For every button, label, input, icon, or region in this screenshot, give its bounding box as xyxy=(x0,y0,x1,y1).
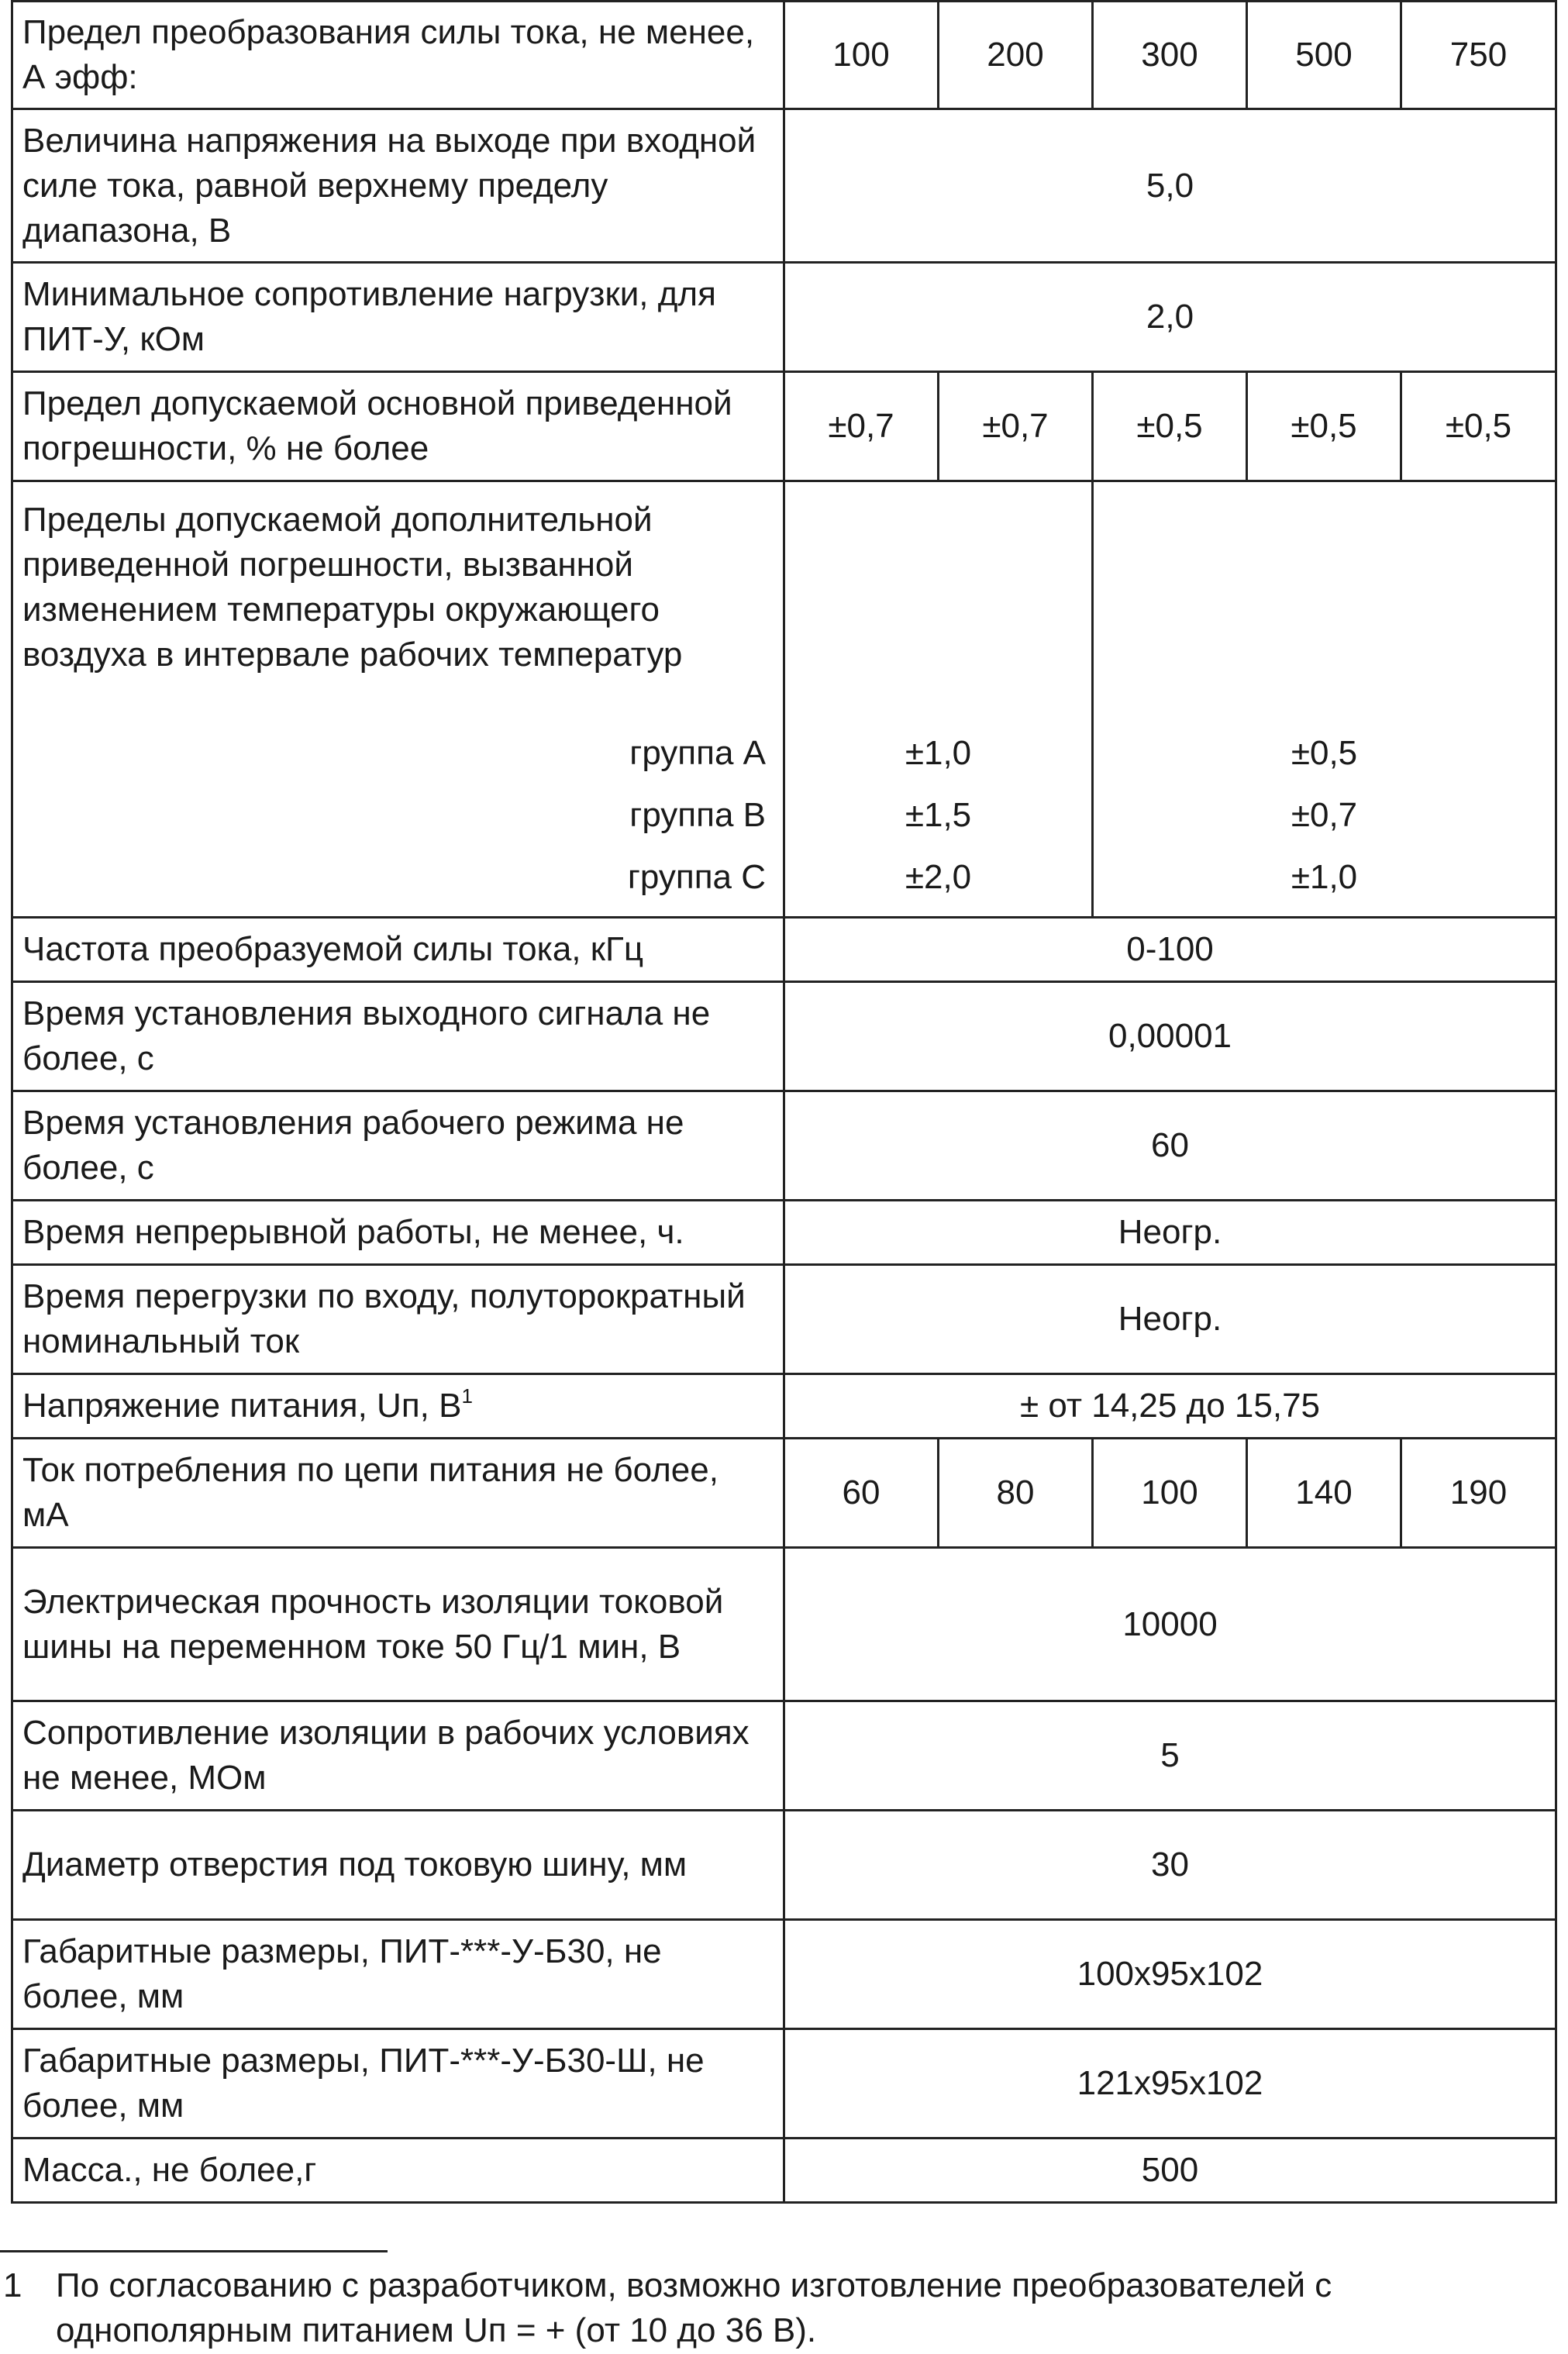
table-row xyxy=(12,1091,1556,1201)
row-label-settling-time: Время установления выходного сигнала не более, с xyxy=(12,982,784,1091)
insulation-resistance-value: 5 xyxy=(784,1701,1556,1811)
output-voltage-value: 5,0 xyxy=(784,109,1556,263)
supply-voltage-label-text: Напряжение питания, Uп, В xyxy=(22,1387,462,1425)
table-row xyxy=(12,481,1556,918)
settling-time-value: 0,00001 xyxy=(784,982,1556,1091)
additional-error-high-range xyxy=(1093,481,1556,918)
supply-current-value: 100 xyxy=(1093,1439,1247,1548)
group-name: группа С xyxy=(627,858,766,896)
row-label-dims-b30: Габаритные размеры, ПИТ-***-У-Б30, не более, мм xyxy=(12,1920,784,2029)
range-value: 500 xyxy=(1247,2,1401,109)
row-label-dims-b30sh: Габаритные размеры, ПИТ-***-У-Б30-Ш, не более, мм xyxy=(12,2029,784,2139)
supply-current-value: 190 xyxy=(1401,1439,1556,1548)
table-row xyxy=(12,2029,1556,2139)
hole-diameter-value: 30 xyxy=(784,1811,1556,1920)
group-name: группа А xyxy=(629,734,766,772)
row-label-continuous-time: Время непрерывной работы, не менее, ч. xyxy=(12,1201,784,1265)
dims-b30sh-value: 121x95x102 xyxy=(784,2029,1556,2139)
group-value: ±2,0 xyxy=(905,858,972,896)
footnote-text: По согласованию с разработчиком, возможно изготовление преобразователей с однополярным питанием Uп = + (от 10 до 36 В). xyxy=(56,2266,1332,2349)
table-row xyxy=(12,372,1556,481)
footnote-divider xyxy=(0,2250,388,2252)
frequency-value: 0-100 xyxy=(784,918,1556,982)
min-load-value: 2,0 xyxy=(784,263,1556,372)
row-label-hole-diameter: Диаметр отверстия под токовую шину, мм xyxy=(12,1811,784,1920)
group-value: ±1,5 xyxy=(905,796,972,834)
row-label-supply-current: Ток потребления по цепи питания не более, мА xyxy=(12,1439,784,1548)
footnote xyxy=(0,2263,1558,2353)
table-row xyxy=(12,263,1556,372)
mass-value: 500 xyxy=(784,2139,1556,2203)
overload-time-value: Неогр. xyxy=(784,1265,1556,1374)
row-label-additional-error xyxy=(12,481,784,918)
table-row xyxy=(12,982,1556,1091)
group-value: ±0,5 xyxy=(1291,734,1358,772)
group-names xyxy=(22,722,774,908)
row-label-base-error: Предел допускаемой основной приведенной погрешности, % не более xyxy=(12,372,784,481)
row-label-supply-voltage xyxy=(12,1374,784,1439)
table-row xyxy=(12,1811,1556,1920)
table-row xyxy=(12,1201,1556,1265)
row-label-insulation-resistance: Сопротивление изоляции в рабочих условиях не менее, МОм xyxy=(12,1701,784,1811)
group-value: ±0,7 xyxy=(1291,796,1358,834)
row-label-output-voltage: Величина напряжения на выходе при входной силе тока, равной верхнему пределу диапазона, В xyxy=(12,109,784,263)
base-error-value: ±0,5 xyxy=(1247,372,1401,481)
additional-error-low-range xyxy=(784,481,1093,918)
supply-voltage-value: ± от 14,25 до 15,75 xyxy=(784,1374,1556,1439)
row-label-overload-time: Время перегрузки по входу, полуторократный номинальный ток xyxy=(12,1265,784,1374)
row-label-range: Предел преобразования силы тока, не менее, А эфф: xyxy=(12,2,784,109)
table-row xyxy=(12,109,1556,263)
range-value: 750 xyxy=(1401,2,1556,109)
insulation-strength-value: 10000 xyxy=(784,1548,1556,1701)
table-row xyxy=(12,918,1556,982)
base-error-value: ±0,5 xyxy=(1401,372,1556,481)
row-label-warmup-time: Время установления рабочего режима не более, с xyxy=(12,1091,784,1201)
footnote-number: 1 xyxy=(3,2266,22,2304)
group-name: группа В xyxy=(629,796,766,834)
range-value: 100 xyxy=(784,2,939,109)
table-row xyxy=(12,1548,1556,1701)
base-error-value: ±0,5 xyxy=(1093,372,1247,481)
warmup-time-value: 60 xyxy=(784,1091,1556,1201)
dims-b30-value: 100x95x102 xyxy=(784,1920,1556,2029)
supply-current-value: 60 xyxy=(784,1439,939,1548)
table-row xyxy=(12,2139,1556,2203)
additional-error-text: Пределы допускаемой дополнительной приведенной погрешности, вызванной изменением температуры окружающего воздуха в интервале рабочих температур xyxy=(22,501,683,674)
continuous-time-value: Неогр. xyxy=(784,1201,1556,1265)
range-value: 200 xyxy=(939,2,1093,109)
table-row xyxy=(12,1265,1556,1374)
row-label-frequency: Частота преобразуемой силы тока, кГц xyxy=(12,918,784,982)
supply-current-value: 140 xyxy=(1247,1439,1401,1548)
group-value: ±1,0 xyxy=(1291,858,1358,896)
range-value: 300 xyxy=(1093,2,1247,109)
supply-current-value: 80 xyxy=(939,1439,1093,1548)
row-label-min-load: Минимальное сопротивление нагрузки, для ПИТ-У, кОм xyxy=(12,263,784,372)
table-row xyxy=(12,2,1556,109)
table-row xyxy=(12,1701,1556,1811)
table-row xyxy=(12,1439,1556,1548)
group-value: ±1,0 xyxy=(905,734,972,772)
table-row xyxy=(12,1374,1556,1439)
footnote-mark: 1 xyxy=(461,1384,473,1408)
spec-table xyxy=(11,0,1557,2204)
row-label-insulation-strength: Электрическая прочность изоляции токовой шины на переменном токе 50 Гц/1 мин, В xyxy=(12,1548,784,1701)
row-label-mass: Масса., не более,г xyxy=(12,2139,784,2203)
base-error-value: ±0,7 xyxy=(784,372,939,481)
base-error-value: ±0,7 xyxy=(939,372,1093,481)
table-row xyxy=(12,1920,1556,2029)
